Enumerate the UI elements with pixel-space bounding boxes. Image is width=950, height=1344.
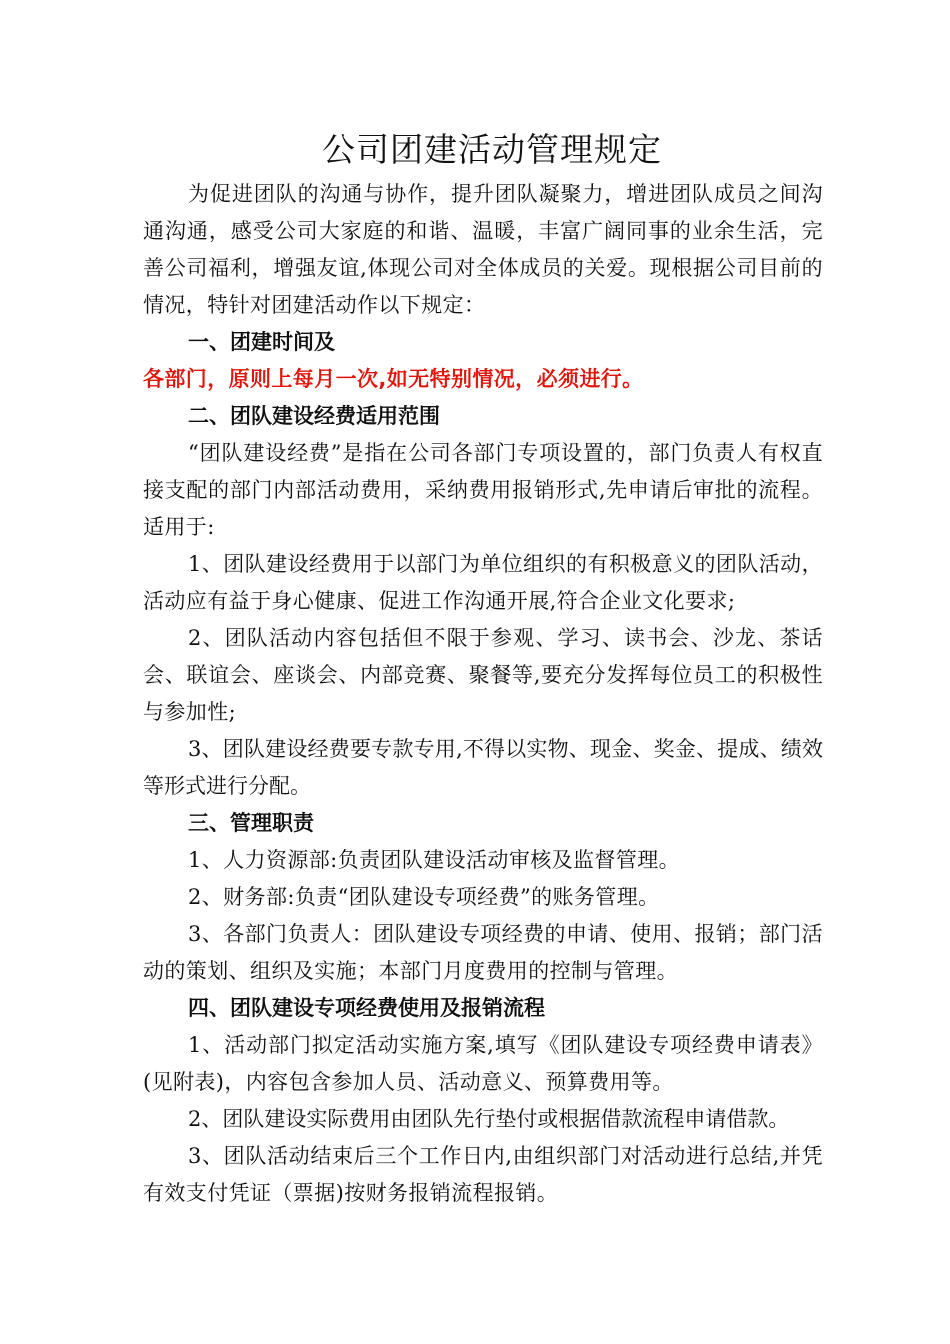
section-4-item-1: 1、活动部门拟定活动实施方案,填写《团队建设专项经费申请表》(见附表)，内容包含参加人员、活动意义、预算费用等。 (143, 1033, 823, 1094)
document-title: 公司团建活动管理规定 (322, 130, 662, 169)
section-4-item-3: 3、团队活动结束后三个工作日内,由组织部门对活动进行总结,并凭有效支付凭证（票据)按财务报销流程报销。 (143, 1144, 823, 1205)
document-body (143, 124, 823, 1212)
section-2-item-2: 2、团队活动内容包括但不限于参观、学习、读书会、沙龙、茶话会、联谊会、座谈会、内部竞赛、聚餐等,要充分发挥每位员工的积极性与参加性; (143, 626, 823, 724)
section-2-item-3: 3、团队建设经费要专款专用,不得以实物、现金、奖金、提成、绩效等形式进行分配。 (143, 737, 823, 798)
section-3-item-1: 1、人力资源部:负责团队建设活动审核及监督管理。 (188, 848, 681, 872)
intro-paragraph: 为促进团队的沟通与协作，提升团队凝聚力，增进团队成员之间沟通沟通，感受公司大家庭的和谐、温暖，丰富广阔同事的业余生活，完善公司福利，增强友谊,体现公司对全体成员的关爱。现根据公司目前的情况，特针对团建活动作以下规定： (143, 182, 823, 317)
section-3-item-2: 2、财务部:负责“团队建设专项经费”的账务管理。 (188, 885, 660, 909)
section-3-item-3: 3、各部门负责人：团队建设专项经费的申请、使用、报销；部门活动的策划、组织及实施；本部门月度费用的控制与管理。 (143, 922, 823, 983)
section-2-item-1: 1、团队建设经费用于以部门为单位组织的有积极意义的团队活动，活动应有益于身心健康、促进工作沟通开展,符合企业文化要求; (143, 552, 823, 613)
section-1-heading: 一、团建时间及 (188, 330, 335, 354)
section-4-heading: 四、团队建设专项经费使用及报销流程 (188, 996, 545, 1020)
section-3-heading: 三、管理职责 (188, 811, 314, 835)
section-1-rule-highlight: 各部门，原则上每月一次,如无特别情况，必须进行。 (143, 367, 644, 391)
section-4-item-2: 2、团队建设实际费用由团队先行垫付或根据借款流程申请借款。 (188, 1107, 790, 1131)
section-2-heading: 二、团队建设经费适用范围 (188, 404, 440, 428)
section-2-definition: “团队建设经费”是指在公司各部门专项设置的，部门负责人有权直接支配的部门内部活动费用，采纳费用报销形式,先申请后审批的流程。适用于: (143, 441, 823, 539)
